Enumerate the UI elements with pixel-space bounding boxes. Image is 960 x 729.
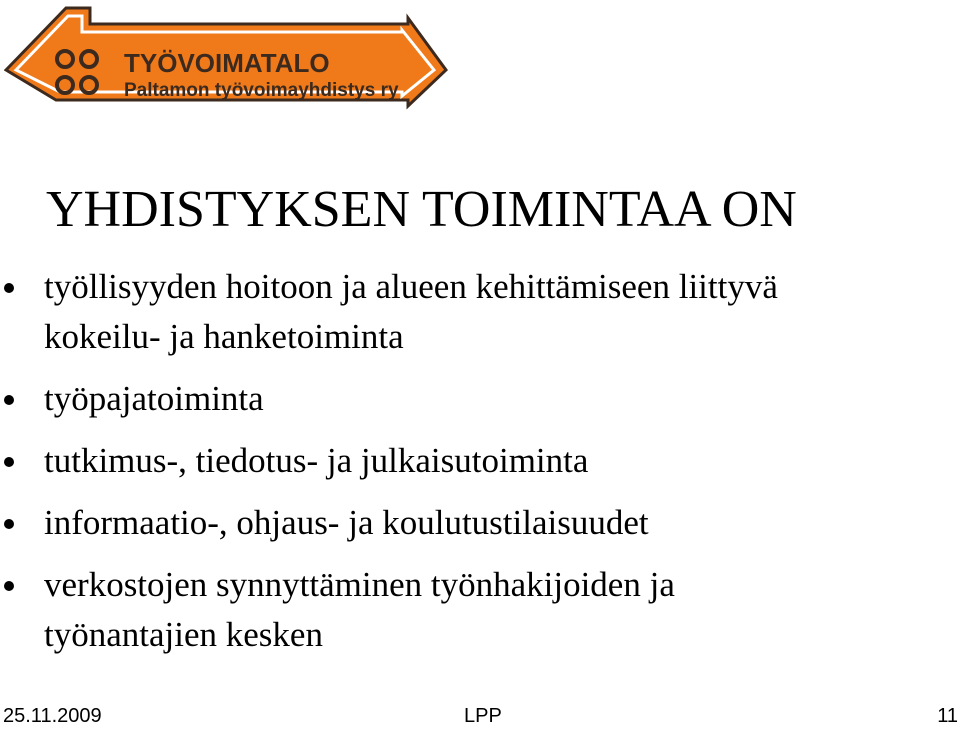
bullet-line: verkostojen synnyttäminen työnhakijoiden ja xyxy=(44,565,675,604)
logo-subtitle: Paltamon työvoimayhdistys ry xyxy=(124,80,399,101)
slide-title: YHDISTYKSEN TOIMINTAA ON xyxy=(46,181,797,238)
bullet-item xyxy=(0,374,930,424)
bullet-dot xyxy=(4,457,14,467)
logo-name: TYÖVOIMATALO xyxy=(124,48,330,78)
footer-center-text: LPP xyxy=(464,705,502,727)
bullet-line: työpajatoiminta xyxy=(44,379,264,418)
bullet-line: työllisyyden hoitoon ja alueen kehittämiseen liittyvä xyxy=(44,267,778,306)
page-number: 11 xyxy=(937,705,958,727)
footer-date: 25.11.2009 xyxy=(3,705,102,727)
bullet-line: työnantajien kesken xyxy=(44,615,323,654)
logo-graphic xyxy=(4,4,449,114)
bullet-item xyxy=(0,498,930,548)
bullet-dot xyxy=(4,283,14,293)
slide-footer xyxy=(0,704,960,728)
bullet-line: informaatio-, ohjaus- ja koulutustilaisuudet xyxy=(44,503,649,542)
bullet-item xyxy=(0,560,930,660)
bullet-dot xyxy=(4,581,14,591)
bullet-line: tutkimus-, tiedotus- ja julkaisutoiminta xyxy=(44,441,589,480)
bullet-item xyxy=(0,436,930,486)
tyovoimatalo-logo xyxy=(4,4,449,114)
bullet-dot xyxy=(4,519,14,529)
bullet-line: kokeilu- ja hanketoiminta xyxy=(44,317,404,356)
bullet-dot xyxy=(4,395,14,405)
bullet-item xyxy=(0,262,930,362)
